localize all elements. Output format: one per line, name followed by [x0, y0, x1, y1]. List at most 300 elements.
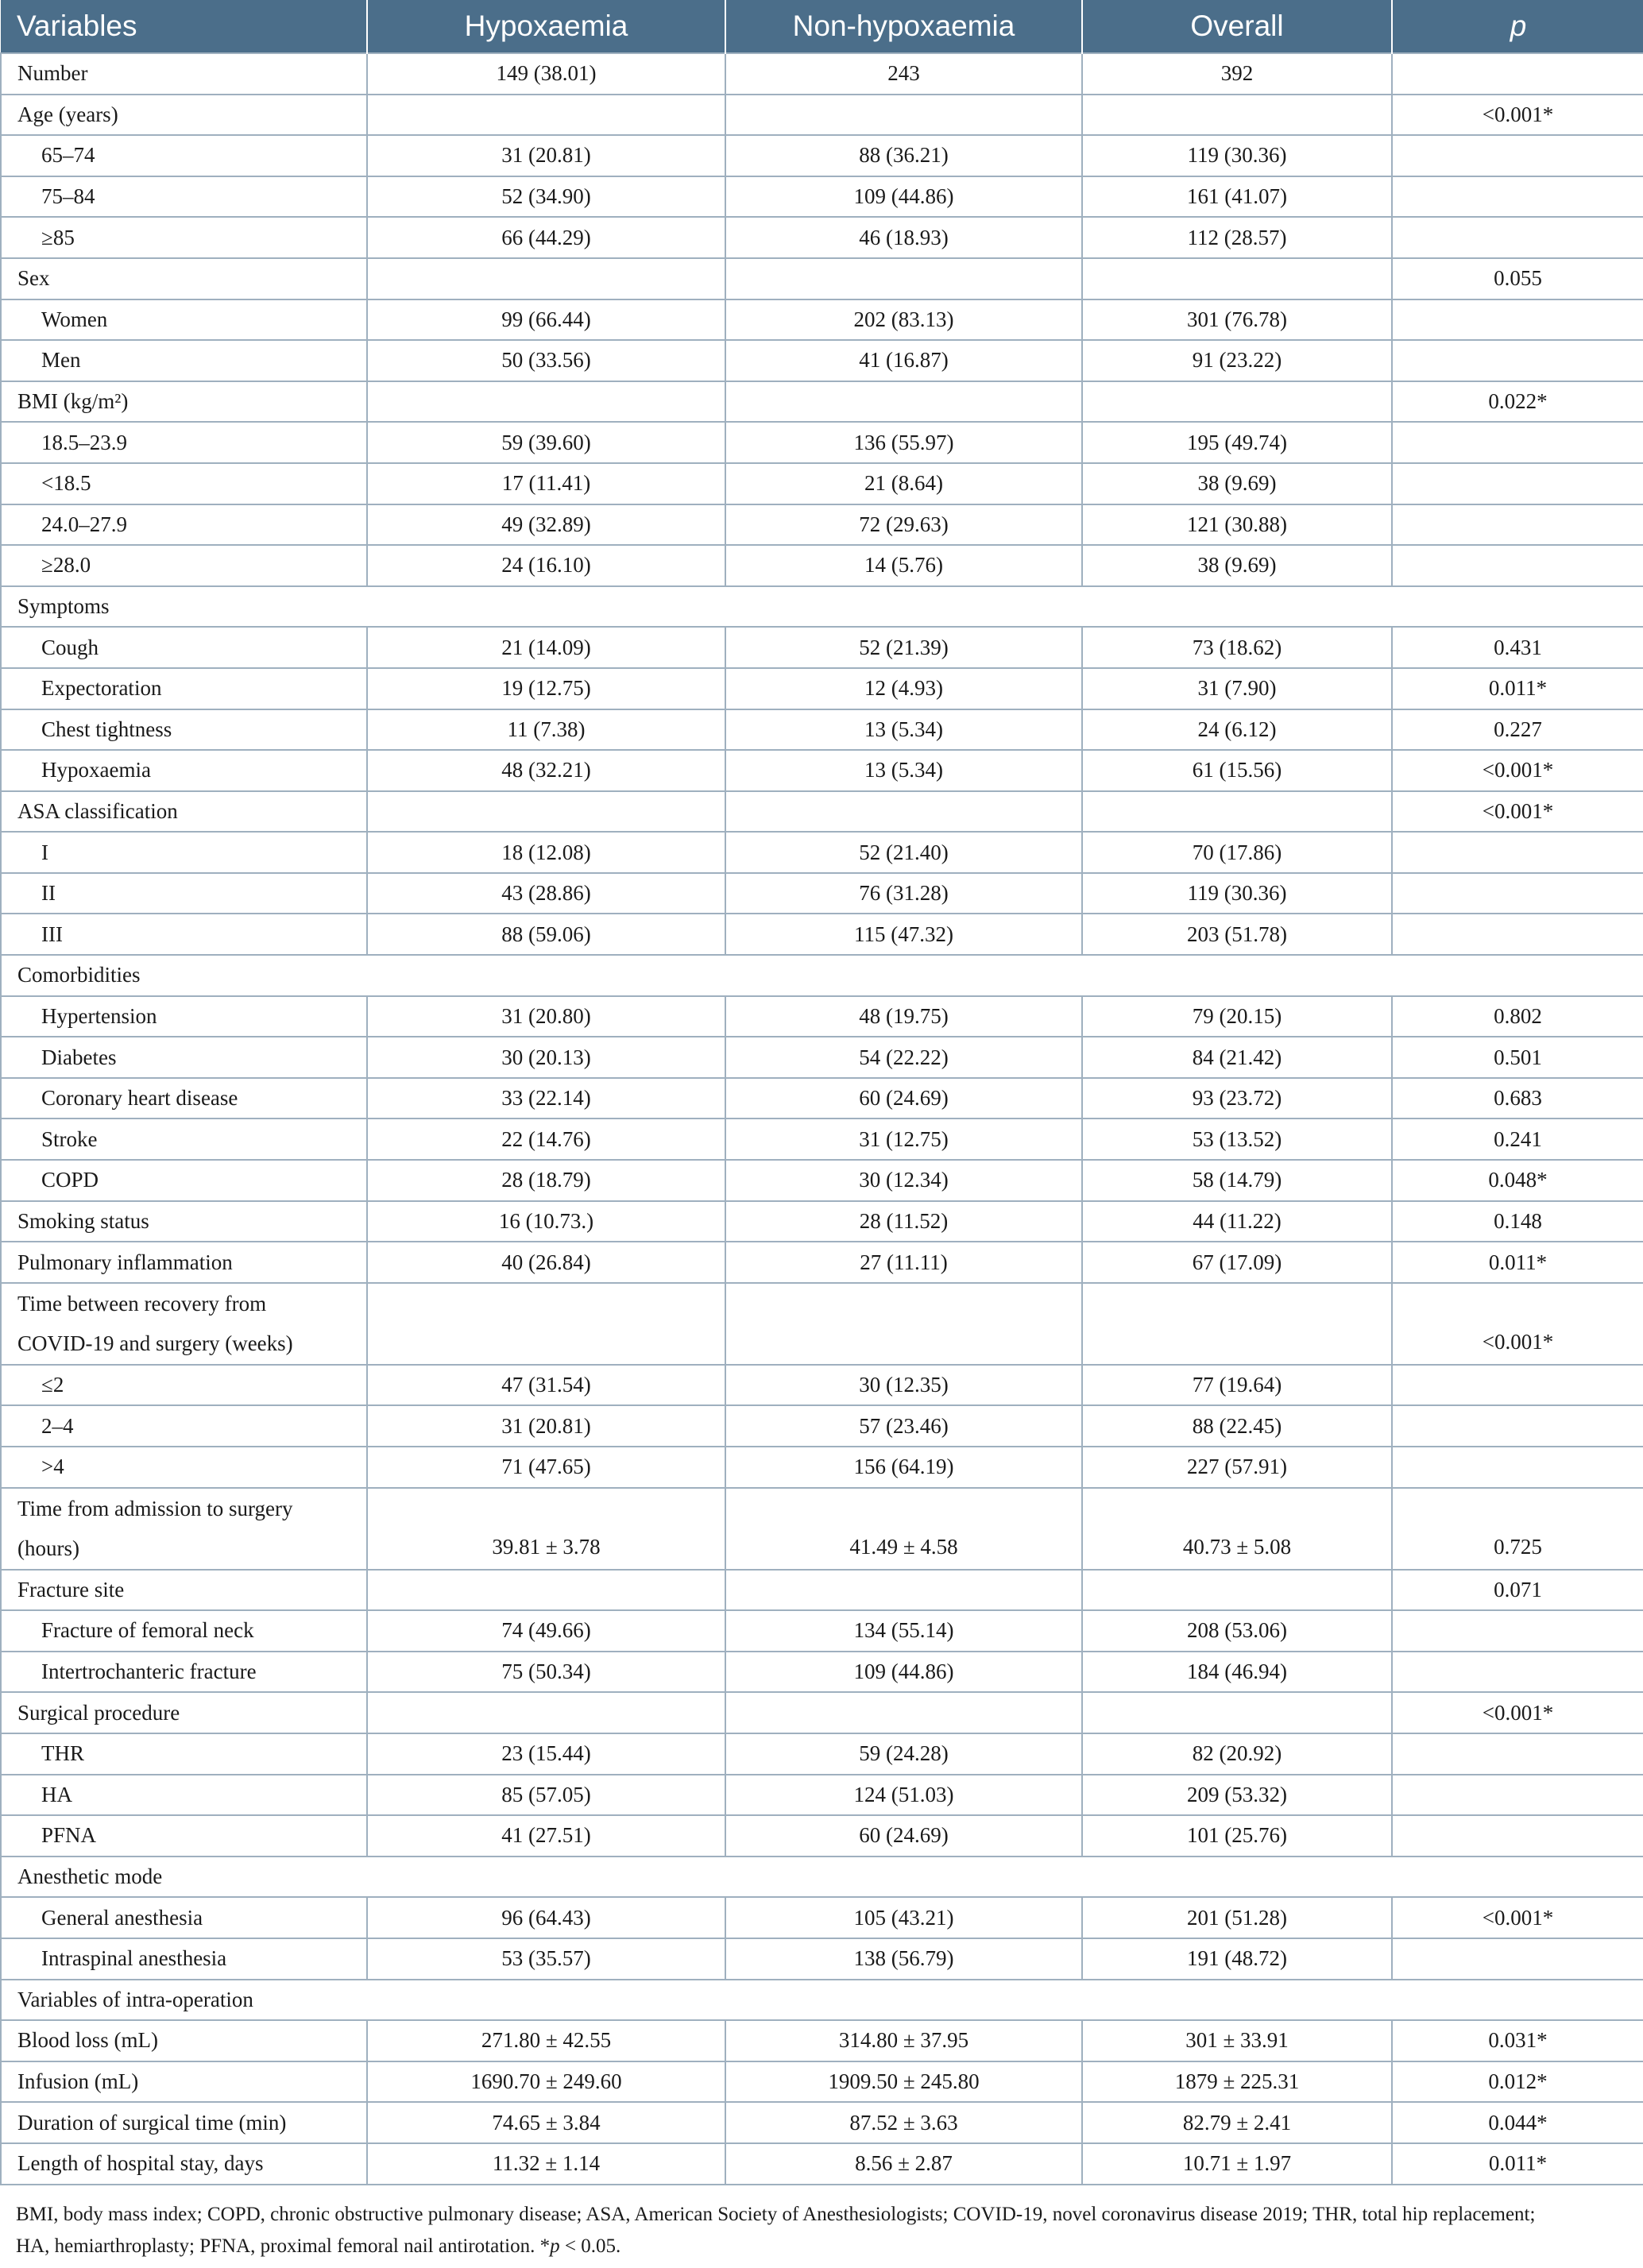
overall-cell: 101 (25.76) — [1082, 1815, 1392, 1857]
table-row — [1, 1692, 1643, 1733]
hypoxaemia-cell: 21 (14.09) — [367, 627, 725, 668]
hypoxaemia-cell: 53 (35.57) — [367, 1938, 725, 1980]
table-row — [1, 1938, 1643, 1980]
p-value-cell: 0.044* — [1392, 2102, 1643, 2143]
overall-cell: 227 (57.91) — [1082, 1447, 1392, 1488]
hypoxaemia-cell: 48 (32.21) — [367, 750, 725, 791]
overall-cell: 70 (17.86) — [1082, 832, 1392, 873]
overall-cell: 195 (49.74) — [1082, 422, 1392, 463]
table-row — [1, 1037, 1643, 1078]
row-label: Chest tightness — [1, 709, 367, 751]
p-value-cell — [1392, 1365, 1643, 1406]
p-value-cell: 0.071 — [1392, 1570, 1643, 1611]
table-row — [1, 1488, 1643, 1570]
p-value-cell — [1392, 463, 1643, 504]
hypoxaemia-cell: 75 (50.34) — [367, 1652, 725, 1693]
row-label: 2–4 — [1, 1405, 367, 1447]
overall-cell — [1082, 258, 1392, 299]
hypoxaemia-cell: 39.81 ± 3.78 — [367, 1488, 725, 1570]
non-hypoxaemia-cell — [725, 258, 1082, 299]
p-value-cell — [1392, 176, 1643, 218]
header-variables: Variables — [1, 0, 367, 53]
non-hypoxaemia-cell: 30 (12.34) — [725, 1160, 1082, 1201]
footnote-line-1: BMI, body mass index; COPD, chronic obstructive pulmonary disease; ASA, American Society of Anesthesiologists; COVID-19, novel coronavirus disease 2019; THR, total hip replacement; — [16, 2204, 1536, 2225]
row-label: II — [1, 873, 367, 914]
table-row — [1, 1897, 1643, 1938]
table-row — [1, 586, 1643, 628]
table-row — [1, 1447, 1643, 1488]
row-label: ASA classification — [1, 791, 367, 833]
non-hypoxaemia-cell: 41.49 ± 4.58 — [725, 1488, 1082, 1570]
hypoxaemia-cell: 49 (32.89) — [367, 504, 725, 546]
table-row — [1, 1405, 1643, 1447]
row-label: Comorbidities — [1, 955, 1643, 996]
row-label-line-1: Time from admission to surgery — [17, 1497, 293, 1521]
hypoxaemia-cell — [367, 1692, 725, 1733]
row-label: Surgical procedure — [1, 1692, 367, 1733]
p-value-cell: 0.048* — [1392, 1160, 1643, 1201]
hypoxaemia-cell — [367, 1570, 725, 1611]
table-row — [1, 750, 1643, 791]
table-row — [1, 545, 1643, 586]
p-value-cell — [1392, 53, 1643, 95]
non-hypoxaemia-cell — [725, 791, 1082, 833]
overall-cell: 10.71 ± 1.97 — [1082, 2143, 1392, 2185]
non-hypoxaemia-cell: 59 (24.28) — [725, 1733, 1082, 1775]
table-row — [1, 1733, 1643, 1775]
overall-cell: 31 (7.90) — [1082, 668, 1392, 709]
table-row — [1, 1201, 1643, 1242]
non-hypoxaemia-cell: 134 (55.14) — [725, 1610, 1082, 1652]
overall-cell: 119 (30.36) — [1082, 873, 1392, 914]
table-row — [1, 791, 1643, 833]
table-row — [1, 258, 1643, 299]
row-label: Coronary heart disease — [1, 1078, 367, 1119]
table-row — [1, 1610, 1643, 1652]
table-row — [1, 504, 1643, 546]
row-label: Infusion (mL) — [1, 2061, 367, 2103]
p-value-cell — [1392, 1775, 1643, 1816]
non-hypoxaemia-cell: 13 (5.34) — [725, 750, 1082, 791]
hypoxaemia-cell: 52 (34.90) — [367, 176, 725, 218]
overall-cell: 40.73 ± 5.08 — [1082, 1488, 1392, 1570]
row-label: ≤2 — [1, 1365, 367, 1406]
p-value-cell — [1392, 135, 1643, 176]
overall-cell: 184 (46.94) — [1082, 1652, 1392, 1693]
hypoxaemia-cell: 40 (26.84) — [367, 1242, 725, 1283]
non-hypoxaemia-cell: 105 (43.21) — [725, 1897, 1082, 1938]
table-row — [1, 1242, 1643, 1283]
overall-cell: 44 (11.22) — [1082, 1201, 1392, 1242]
p-value-cell — [1392, 832, 1643, 873]
non-hypoxaemia-cell: 57 (23.46) — [725, 1405, 1082, 1447]
hypoxaemia-cell: 1690.70 ± 249.60 — [367, 2061, 725, 2103]
hypoxaemia-cell: 50 (33.56) — [367, 340, 725, 381]
row-label: Stroke — [1, 1119, 367, 1160]
row-label: Cough — [1, 627, 367, 668]
row-label: General anesthesia — [1, 1897, 367, 1938]
overall-cell — [1082, 95, 1392, 136]
p-value-cell: <0.001* — [1392, 791, 1643, 833]
hypoxaemia-cell: 23 (15.44) — [367, 1733, 725, 1775]
p-value-cell — [1392, 1610, 1643, 1652]
table-row — [1, 873, 1643, 914]
overall-cell: 201 (51.28) — [1082, 1897, 1392, 1938]
hypoxaemia-cell — [367, 1283, 725, 1365]
p-value-cell: 0.802 — [1392, 996, 1643, 1037]
non-hypoxaemia-cell: 124 (51.03) — [725, 1775, 1082, 1816]
overall-cell: 93 (23.72) — [1082, 1078, 1392, 1119]
overall-cell: 77 (19.64) — [1082, 1365, 1392, 1406]
p-value-cell — [1392, 1405, 1643, 1447]
row-label: PFNA — [1, 1815, 367, 1857]
row-label-line-2: COVID-19 and surgery (weeks) — [17, 1331, 293, 1356]
p-value-cell: 0.725 — [1392, 1488, 1643, 1570]
row-label: >4 — [1, 1447, 367, 1488]
non-hypoxaemia-cell — [725, 1283, 1082, 1365]
non-hypoxaemia-cell: 136 (55.97) — [725, 422, 1082, 463]
table-row — [1, 135, 1643, 176]
non-hypoxaemia-cell: 46 (18.93) — [725, 217, 1082, 258]
overall-cell: 208 (53.06) — [1082, 1610, 1392, 1652]
p-value-cell — [1392, 1733, 1643, 1775]
row-label: Intertrochanteric fracture — [1, 1652, 367, 1693]
p-value-cell: 0.011* — [1392, 668, 1643, 709]
row-label: 75–84 — [1, 176, 367, 218]
p-value-cell: 0.011* — [1392, 1242, 1643, 1283]
row-label: BMI (kg/m²) — [1, 381, 367, 423]
hypoxaemia-cell: 28 (18.79) — [367, 1160, 725, 1201]
table-row — [1, 1815, 1643, 1857]
row-label: 18.5–23.9 — [1, 422, 367, 463]
table-row — [1, 299, 1643, 341]
hypoxaemia-cell: 31 (20.81) — [367, 135, 725, 176]
table-row — [1, 832, 1643, 873]
row-label: III — [1, 914, 367, 955]
non-hypoxaemia-cell: 13 (5.34) — [725, 709, 1082, 751]
hypoxaemia-cell: 47 (31.54) — [367, 1365, 725, 1406]
row-label: Fracture site — [1, 1570, 367, 1611]
header-non-hypoxaemia: Non-hypoxaemia — [725, 0, 1082, 53]
overall-cell: 38 (9.69) — [1082, 545, 1392, 586]
p-value-cell: 0.431 — [1392, 627, 1643, 668]
table-row — [1, 996, 1643, 1037]
hypoxaemia-cell: 149 (38.01) — [367, 53, 725, 95]
table-row — [1, 340, 1643, 381]
p-value-cell: 0.148 — [1392, 1201, 1643, 1242]
table-row — [1, 381, 1643, 423]
table-row — [1, 1078, 1643, 1119]
p-value-cell: 0.683 — [1392, 1078, 1643, 1119]
non-hypoxaemia-cell: 52 (21.40) — [725, 832, 1082, 873]
overall-cell: 191 (48.72) — [1082, 1938, 1392, 1980]
table-row — [1, 914, 1643, 955]
table-row — [1, 2061, 1643, 2103]
table-row — [1, 955, 1643, 996]
non-hypoxaemia-cell: 12 (4.93) — [725, 668, 1082, 709]
row-label: Length of hospital stay, days — [1, 2143, 367, 2185]
non-hypoxaemia-cell — [725, 95, 1082, 136]
hypoxaemia-cell — [367, 95, 725, 136]
non-hypoxaemia-cell: 243 — [725, 53, 1082, 95]
p-value-cell: <0.001* — [1392, 1283, 1643, 1365]
table-row — [1, 2102, 1643, 2143]
non-hypoxaemia-cell: 115 (47.32) — [725, 914, 1082, 955]
non-hypoxaemia-cell: 314.80 ± 37.95 — [725, 2020, 1082, 2061]
row-label-line-1: Time between recovery from — [17, 1292, 267, 1316]
hypoxaemia-cell: 22 (14.76) — [367, 1119, 725, 1160]
non-hypoxaemia-cell — [725, 381, 1082, 423]
row-label: 65–74 — [1, 135, 367, 176]
p-value-cell: <0.001* — [1392, 750, 1643, 791]
non-hypoxaemia-cell: 21 (8.64) — [725, 463, 1082, 504]
p-value-cell: <0.001* — [1392, 1692, 1643, 1733]
non-hypoxaemia-cell: 14 (5.76) — [725, 545, 1082, 586]
table-row — [1, 709, 1643, 751]
row-label: <18.5 — [1, 463, 367, 504]
hypoxaemia-cell: 11.32 ± 1.14 — [367, 2143, 725, 2185]
hypoxaemia-cell: 33 (22.14) — [367, 1078, 725, 1119]
hypoxaemia-cell: 99 (66.44) — [367, 299, 725, 341]
row-label: Expectoration — [1, 668, 367, 709]
hypoxaemia-cell: 31 (20.81) — [367, 1405, 725, 1447]
p-value-cell — [1392, 504, 1643, 546]
non-hypoxaemia-cell: 138 (56.79) — [725, 1938, 1082, 1980]
overall-cell: 301 (76.78) — [1082, 299, 1392, 341]
non-hypoxaemia-cell: 109 (44.86) — [725, 1652, 1082, 1693]
table-row — [1, 1283, 1643, 1365]
non-hypoxaemia-cell: 76 (31.28) — [725, 873, 1082, 914]
footnote-threshold: < 0.05. — [559, 2235, 621, 2257]
table-row — [1, 1857, 1643, 1898]
header-p-value: p — [1392, 0, 1643, 53]
hypoxaemia-cell: 74 (49.66) — [367, 1610, 725, 1652]
non-hypoxaemia-cell: 30 (12.35) — [725, 1365, 1082, 1406]
non-hypoxaemia-cell — [725, 1570, 1082, 1611]
non-hypoxaemia-cell: 156 (64.19) — [725, 1447, 1082, 1488]
row-label — [1, 1488, 367, 1570]
table-row — [1, 53, 1643, 95]
table-row — [1, 2020, 1643, 2061]
row-label — [1, 1283, 367, 1365]
overall-cell: 161 (41.07) — [1082, 176, 1392, 218]
hypoxaemia-cell: 11 (7.38) — [367, 709, 725, 751]
table-row — [1, 176, 1643, 218]
overall-cell: 209 (53.32) — [1082, 1775, 1392, 1816]
p-value-cell — [1392, 340, 1643, 381]
row-label: THR — [1, 1733, 367, 1775]
row-label: Number — [1, 53, 367, 95]
table-row — [1, 217, 1643, 258]
hypoxaemia-cell: 85 (57.05) — [367, 1775, 725, 1816]
row-label: Intraspinal anesthesia — [1, 1938, 367, 1980]
table-row — [1, 1775, 1643, 1816]
hypoxaemia-cell: 24 (16.10) — [367, 545, 725, 586]
table-row — [1, 2143, 1643, 2185]
hypoxaemia-cell — [367, 791, 725, 833]
overall-cell: 58 (14.79) — [1082, 1160, 1392, 1201]
hypoxaemia-cell: 71 (47.65) — [367, 1447, 725, 1488]
p-value-cell: 0.227 — [1392, 709, 1643, 751]
non-hypoxaemia-cell: 41 (16.87) — [725, 340, 1082, 381]
hypoxaemia-cell — [367, 381, 725, 423]
table-row — [1, 668, 1643, 709]
table-row — [1, 1652, 1643, 1693]
non-hypoxaemia-cell: 60 (24.69) — [725, 1078, 1082, 1119]
overall-cell: 82.79 ± 2.41 — [1082, 2102, 1392, 2143]
overall-cell: 88 (22.45) — [1082, 1405, 1392, 1447]
overall-cell — [1082, 1570, 1392, 1611]
non-hypoxaemia-cell: 87.52 ± 3.63 — [725, 2102, 1082, 2143]
overall-cell: 121 (30.88) — [1082, 504, 1392, 546]
hypoxaemia-cell: 17 (11.41) — [367, 463, 725, 504]
row-label: HA — [1, 1775, 367, 1816]
non-hypoxaemia-cell: 202 (83.13) — [725, 299, 1082, 341]
table-row — [1, 627, 1643, 668]
p-value-cell: 0.241 — [1392, 1119, 1643, 1160]
p-value-cell: 0.031* — [1392, 2020, 1643, 2061]
overall-cell: 24 (6.12) — [1082, 709, 1392, 751]
table-row — [1, 1119, 1643, 1160]
overall-cell — [1082, 1692, 1392, 1733]
non-hypoxaemia-cell: 48 (19.75) — [725, 996, 1082, 1037]
row-label: ≥85 — [1, 217, 367, 258]
overall-cell: 61 (15.56) — [1082, 750, 1392, 791]
row-label: Age (years) — [1, 95, 367, 136]
hypoxaemia-cell: 66 (44.29) — [367, 217, 725, 258]
table-header — [1, 0, 1643, 53]
p-value-cell — [1392, 545, 1643, 586]
hypoxaemia-cell: 41 (27.51) — [367, 1815, 725, 1857]
non-hypoxaemia-cell: 109 (44.86) — [725, 176, 1082, 218]
overall-cell: 73 (18.62) — [1082, 627, 1392, 668]
non-hypoxaemia-cell — [725, 1692, 1082, 1733]
p-value-cell: 0.011* — [1392, 2143, 1643, 2185]
hypoxaemia-cell: 74.65 ± 3.84 — [367, 2102, 725, 2143]
overall-cell: 203 (51.78) — [1082, 914, 1392, 955]
row-label-line-2: (hours) — [17, 1536, 79, 1561]
row-label: Duration of surgical time (min) — [1, 2102, 367, 2143]
hypoxaemia-cell: 31 (20.80) — [367, 996, 725, 1037]
hypoxaemia-cell: 30 (20.13) — [367, 1037, 725, 1078]
row-label: COPD — [1, 1160, 367, 1201]
p-value-cell — [1392, 299, 1643, 341]
p-value-cell — [1392, 1447, 1643, 1488]
hypoxaemia-cell: 96 (64.43) — [367, 1897, 725, 1938]
overall-cell — [1082, 381, 1392, 423]
row-label: Women — [1, 299, 367, 341]
overall-cell: 112 (28.57) — [1082, 217, 1392, 258]
footnote-line-2 — [16, 2231, 1629, 2262]
overall-cell: 38 (9.69) — [1082, 463, 1392, 504]
non-hypoxaemia-cell: 28 (11.52) — [725, 1201, 1082, 1242]
row-label: Anesthetic mode — [1, 1857, 1643, 1898]
p-value-cell — [1392, 422, 1643, 463]
hypoxaemia-cell: 19 (12.75) — [367, 668, 725, 709]
row-label: Hypoxaemia — [1, 750, 367, 791]
overall-cell: 119 (30.36) — [1082, 135, 1392, 176]
table-body — [1, 53, 1643, 2185]
row-label: Smoking status — [1, 1201, 367, 1242]
overall-cell: 392 — [1082, 53, 1392, 95]
footnote-line-2-text: HA, hemiarthroplasty; PFNA, proximal femoral nail antirotation. * — [16, 2235, 551, 2257]
row-label: Men — [1, 340, 367, 381]
table-row — [1, 1980, 1643, 2021]
overall-cell: 82 (20.92) — [1082, 1733, 1392, 1775]
non-hypoxaemia-cell: 31 (12.75) — [725, 1119, 1082, 1160]
p-value-cell — [1392, 217, 1643, 258]
overall-cell — [1082, 1283, 1392, 1365]
overall-cell: 67 (17.09) — [1082, 1242, 1392, 1283]
hypoxaemia-cell — [367, 258, 725, 299]
table-row — [1, 422, 1643, 463]
non-hypoxaemia-cell: 8.56 ± 2.87 — [725, 2143, 1082, 2185]
table-row — [1, 95, 1643, 136]
non-hypoxaemia-cell: 52 (21.39) — [725, 627, 1082, 668]
hypoxaemia-cell: 43 (28.86) — [367, 873, 725, 914]
row-label: 24.0–27.9 — [1, 504, 367, 546]
footnote-p-symbol: p — [550, 2235, 560, 2257]
header-overall: Overall — [1082, 0, 1392, 53]
row-label: Pulmonary inflammation — [1, 1242, 367, 1283]
hypoxaemia-cell: 88 (59.06) — [367, 914, 725, 955]
table-row — [1, 1160, 1643, 1201]
p-value-cell: <0.001* — [1392, 95, 1643, 136]
non-hypoxaemia-cell: 54 (22.22) — [725, 1037, 1082, 1078]
overall-cell: 91 (23.22) — [1082, 340, 1392, 381]
p-value-cell — [1392, 1938, 1643, 1980]
p-value-cell — [1392, 1815, 1643, 1857]
header-hypoxaemia: Hypoxaemia — [367, 0, 725, 53]
row-label: Hypertension — [1, 996, 367, 1037]
p-value-cell: 0.055 — [1392, 258, 1643, 299]
p-value-cell — [1392, 914, 1643, 955]
p-value-cell — [1392, 1652, 1643, 1693]
row-label: Variables of intra-operation — [1, 1980, 1643, 2021]
row-label: Blood loss (mL) — [1, 2020, 367, 2061]
p-value-cell: 0.022* — [1392, 381, 1643, 423]
hypoxaemia-cell: 59 (39.60) — [367, 422, 725, 463]
non-hypoxaemia-cell: 27 (11.11) — [725, 1242, 1082, 1283]
row-label: Fracture of femoral neck — [1, 1610, 367, 1652]
table-footnote — [16, 2199, 1629, 2262]
non-hypoxaemia-cell: 88 (36.21) — [725, 135, 1082, 176]
row-label: Diabetes — [1, 1037, 367, 1078]
non-hypoxaemia-cell: 72 (29.63) — [725, 504, 1082, 546]
overall-cell: 84 (21.42) — [1082, 1037, 1392, 1078]
row-label: I — [1, 832, 367, 873]
overall-cell: 53 (13.52) — [1082, 1119, 1392, 1160]
hypoxaemia-cell: 18 (12.08) — [367, 832, 725, 873]
p-value-cell: 0.501 — [1392, 1037, 1643, 1078]
p-value-cell: 0.012* — [1392, 2061, 1643, 2103]
overall-cell: 79 (20.15) — [1082, 996, 1392, 1037]
table-row — [1, 463, 1643, 504]
p-value-cell — [1392, 873, 1643, 914]
p-value-cell: <0.001* — [1392, 1897, 1643, 1938]
overall-cell: 1879 ± 225.31 — [1082, 2061, 1392, 2103]
table-row — [1, 1365, 1643, 1406]
non-hypoxaemia-cell: 1909.50 ± 245.80 — [725, 2061, 1082, 2103]
overall-cell — [1082, 791, 1392, 833]
row-label: Symptoms — [1, 586, 1643, 628]
overall-cell: 301 ± 33.91 — [1082, 2020, 1392, 2061]
row-label: ≥28.0 — [1, 545, 367, 586]
row-label: Sex — [1, 258, 367, 299]
hypoxaemia-cell: 16 (10.73.) — [367, 1201, 725, 1242]
hypoxaemia-cell: 271.80 ± 42.55 — [367, 2020, 725, 2061]
table-row — [1, 1570, 1643, 1611]
